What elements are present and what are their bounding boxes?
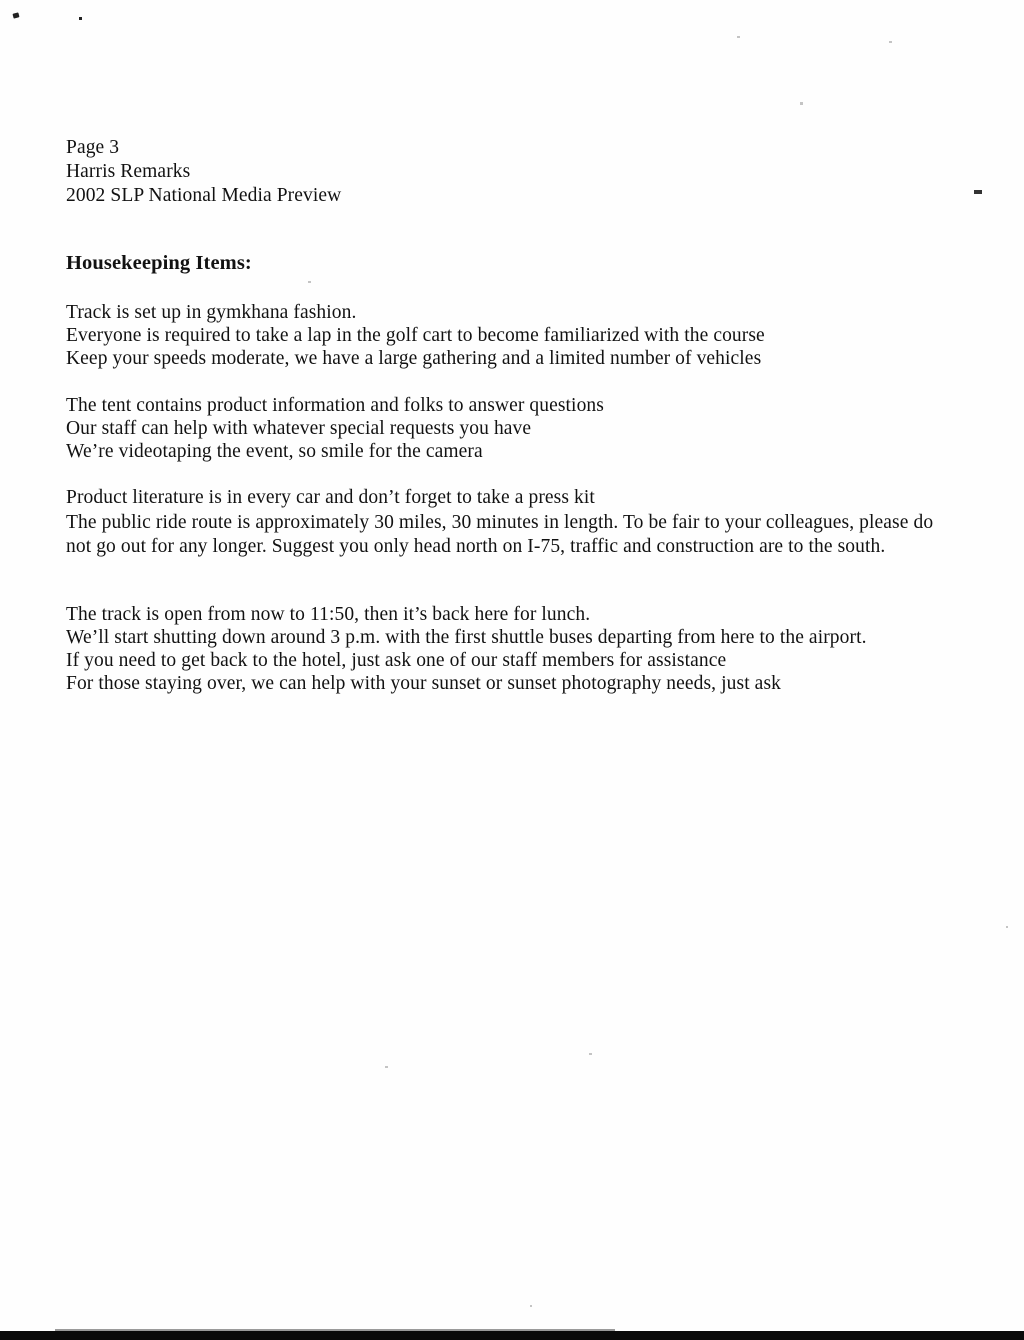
scan-speck [800,102,803,105]
paragraph-line: Keep your speeds moderate, we have a large gathering and a limited number of vehicles [66,348,762,369]
header-line-page-number: Page 3 [66,137,120,158]
scan-speck [385,1066,388,1068]
paragraph-track-setup [66,301,765,370]
scan-speck [308,281,311,283]
scan-speck [530,1305,532,1307]
paragraph-ride-route [66,486,933,560]
paragraph-line: The public ride route is approximately 30 miles, 30 minutes in length. To be fair to your colleagues, please do [66,511,934,533]
paragraph-line: We’ll start shutting down around 3 p.m. with the first shuttle buses departing from here to the airport. [66,627,867,648]
scan-edge-bar [0,1331,1024,1340]
paragraph-line: The track is open from now to 11:50, then it’s back here for lunch. [66,604,591,625]
scan-speck [889,41,892,43]
paragraph-line: The tent contains product information and folks to answer questions [66,395,604,416]
paragraph-line: not go out for any longer. Suggest you only head north on I-75, traffic and construction are to the south. [66,536,886,557]
paragraph-line: For those staying over, we can help with your sunset or sunset photography needs, just ask [66,673,781,694]
scan-speck [974,190,982,194]
scan-speck [12,12,19,18]
scan-speck [1006,926,1008,928]
header-line-author: Harris Remarks [66,161,191,182]
scan-speck [737,36,740,38]
paragraph-line: Product literature is in every car and don’t forget to take a press kit [66,487,595,508]
paragraph-schedule [66,603,867,695]
paragraph-line: Track is set up in gymkhana fashion. [66,302,357,323]
scan-speck [79,17,82,20]
paragraph-line: Everyone is required to take a lap in the golf cart to become familiarized with the course [66,325,765,346]
paragraph-tent-info [66,394,604,463]
scan-speck [589,1053,592,1055]
section-title: Housekeeping Items: [66,252,252,274]
paragraph-line: Our staff can help with whatever special requests you have [66,418,532,439]
document-header [66,136,341,208]
paragraph-line: We’re videotaping the event, so smile for the camera [66,441,483,462]
header-line-event: 2002 SLP National Media Preview [66,185,342,206]
paragraph-line: If you need to get back to the hotel, just ask one of our staff members for assistance [66,650,727,671]
